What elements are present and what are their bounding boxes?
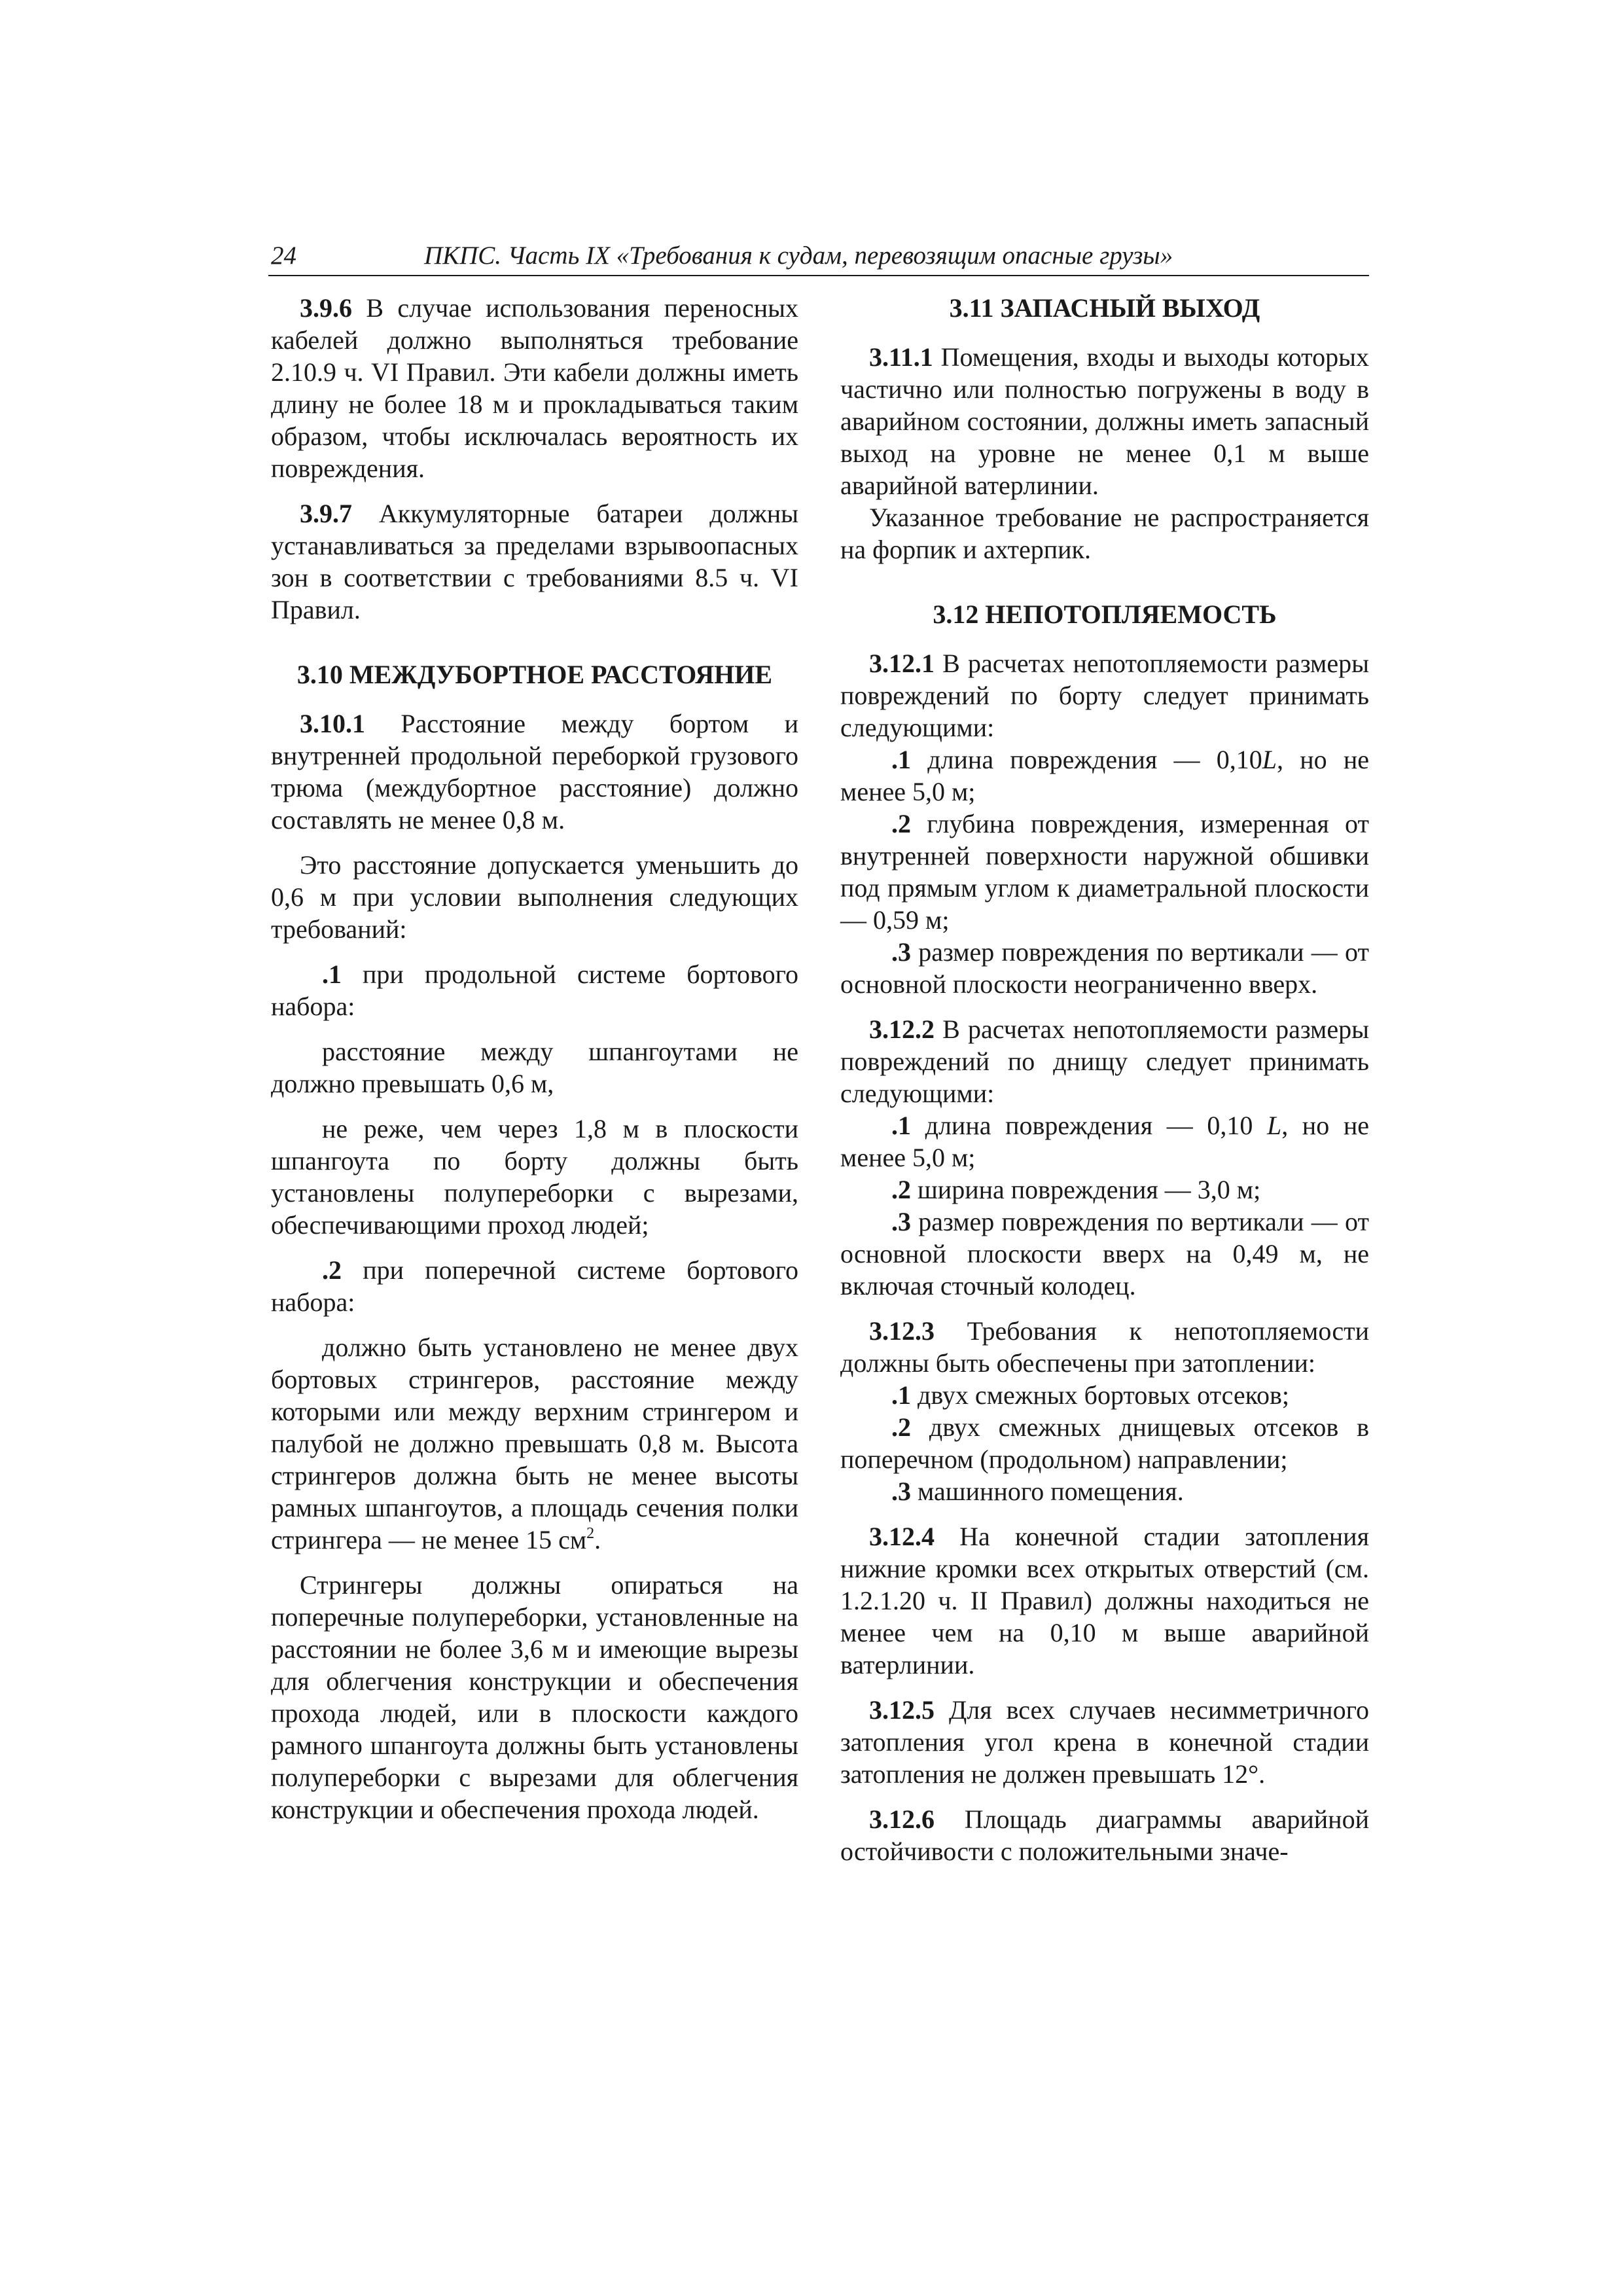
item-text: длина повреждения — 0,10 [911, 745, 1262, 774]
item-text: при продольной системе бортового набора: [271, 960, 798, 1021]
item-text-end: . [594, 1525, 601, 1554]
paragraph-text: Расстояние между бортом и внутренней продольной переборкой грузового трюма (междубортное расстояние) должно составлять не менее 0,8 м. [271, 709, 798, 834]
paragraph-3-11-1-b: Указанное требование не распространяется на форпик и ахтерпик. [840, 503, 1369, 564]
list-item-1 [271, 958, 798, 1022]
clause-number: 3.12.3 [869, 1316, 935, 1346]
paragraph-3-12-4 [840, 1520, 1369, 1681]
item-number: .3 [891, 1477, 911, 1506]
section-heading-3-12: 3.12 НЕПОТОПЛЯЕМОСТЬ [933, 600, 1277, 629]
paragraph-text: На конечной стадии затопления нижние кромки всех открытых отверстий (см. 1.2.1.20 ч. II Правил) должны находиться не менее чем на 0,10 м выше аварийной ватерлинии. [840, 1522, 1369, 1679]
item-text: глубина повреждения, измеренная от внутренней поверхности наружной обшивки под прямым углом к диаметральной плоскости — 0,59 м; [840, 809, 1369, 935]
item-text: длина повреждения — 0,10 [911, 1111, 1267, 1140]
list-item-3-12-3-2 [840, 1411, 1369, 1475]
item-number: .3 [891, 937, 911, 967]
paragraph-text: В расчетах непотопляемости размеры повреждений по днищу следует принимать следующими: [840, 1014, 1369, 1108]
list-item-1-b: не реже, чем через 1,8 м в плоскости шпангоута по борту должны быть установлены полупереборки с вырезами, обеспечивающими проход людей; [271, 1114, 798, 1240]
list-item-1-a: расстояние между шпангоутами не должно превышать 0,6 м, [271, 1037, 798, 1098]
item-text: , но не менее 5,0 м; [840, 1111, 1369, 1172]
item-text: , но не менее 5,0 м; [840, 745, 1369, 806]
clause-number: 3.12.5 [869, 1695, 935, 1725]
list-item-3-12-3-3 [840, 1475, 1369, 1507]
section-heading-3-11: 3.11 ЗАПАСНЫЙ ВЫХОД [949, 293, 1260, 323]
length-symbol: L [1262, 745, 1277, 774]
clause-number: 3.10.1 [300, 709, 365, 738]
header-rule [268, 275, 1369, 276]
paragraph-text: Помещения, входы и выходы которых частично или полностью погружены в воду в аварийном состоянии, должны иметь запасный выход на уровне не менее 0,1 м выше аварийной ватерлинии. [840, 342, 1369, 500]
paragraph-3-9-7 [271, 497, 798, 626]
list-item-3-12-3-1 [840, 1379, 1369, 1411]
left-column [271, 292, 798, 1839]
clause-number: 3.12.1 [869, 649, 935, 678]
item-number: .1 [891, 1380, 911, 1410]
clause-number: 3.12.6 [869, 1804, 935, 1834]
paragraph-text: Требования к непотопляемости должны быть обеспечены при затоплении: [840, 1316, 1369, 1378]
paragraph-3-11-1 [840, 341, 1369, 501]
paragraph-3-12-6 [840, 1803, 1369, 1867]
paragraph-stringers: Стрингеры должны опираться на поперечные полупереборки, установленные на расстоянии не более 3,6 м и имеющие вырезы для облегчения конструкции и обеспечения прохода людей, или в плоскости каждого рамного шпангоута должны быть установлены полупереборки с вырезами для облегчения конструкции и обеспечения прохода людей. [271, 1570, 798, 1824]
clause-number: 3.9.6 [300, 293, 352, 323]
item-text: должно быть установлено не менее двух бортовых стрингеров, расстояние между которыми или между верхним стрингером и палубой не должно превышать 0,8 м. Высота стрингеров должна быть не менее высоты рамных шпангоутов, а площадь сечения полки стрингера — не менее 15 см [271, 1333, 798, 1554]
list-item-3-12-1-2 [840, 808, 1369, 936]
clause-number: 3.12.4 [869, 1522, 935, 1551]
item-number: .1 [322, 960, 342, 989]
clause-number: 3.12.2 [869, 1014, 935, 1044]
paragraph-3-10-1 [271, 708, 798, 836]
paragraph-3-9-6 [271, 292, 798, 484]
section-heading-3-10: 3.10 МЕЖДУБОРТНОЕ РАССТОЯНИЕ [296, 660, 773, 689]
right-column [840, 292, 1369, 1880]
running-header [268, 237, 1369, 275]
running-title: ПКПС. Часть IX «Требования к судам, перевозящим опасные грузы» [424, 242, 1173, 270]
item-text: размер повреждения по вертикали — от основной плоскости неограниченно вверх. [840, 937, 1369, 999]
item-text: ширина повреждения — 3,0 м; [911, 1175, 1261, 1204]
length-symbol: L [1266, 1111, 1282, 1140]
list-item-3-12-2-1 [840, 1109, 1369, 1174]
list-item-3-12-1-3 [840, 936, 1369, 1000]
item-text: двух смежных днищевых отсеков в поперечном (продольном) направлении; [840, 1412, 1369, 1474]
list-item-2 [271, 1254, 798, 1318]
paragraph-3-12-1 [840, 647, 1369, 744]
item-number: .2 [891, 809, 911, 838]
paragraph-text: В расчетах непотопляемости размеры повреждений по борту следует принимать следующими: [840, 649, 1369, 742]
list-item-3-12-1-1 [840, 744, 1369, 808]
paragraph-3-12-2 [840, 1013, 1369, 1109]
clause-number: 3.9.7 [300, 499, 352, 528]
page-number: 24 [271, 242, 296, 270]
paragraph-reduce: Это расстояние допускается уменьшить до 0,6 м при условии выполнения следующих требований: [271, 850, 798, 944]
paragraph-3-12-3 [840, 1315, 1369, 1379]
item-text: двух смежных бортовых отсеков; [911, 1380, 1289, 1410]
item-number: .2 [891, 1175, 911, 1204]
paragraph-text: Для всех случаев несимметричного затопления угол крена в конечной стадии затопления не должен превышать 12°. [840, 1695, 1369, 1789]
item-text: машинного помещения. [911, 1477, 1184, 1506]
list-item-2-a [271, 1331, 798, 1556]
item-text: размер повреждения по вертикали — от основной плоскости вверх на 0,49 м, не включая сточный колодец. [840, 1207, 1369, 1300]
paragraph-3-12-5 [840, 1694, 1369, 1790]
paragraph-text: Аккумуляторные батареи должны устанавливаться за пределами взрывоопасных зон в соответствии с требованиями 8.5 ч. VI Правил. [271, 499, 798, 624]
clause-number: 3.11.1 [869, 342, 933, 372]
superscript: 2 [586, 1525, 595, 1542]
item-number: .2 [322, 1255, 342, 1285]
paragraph-text: Площадь диаграммы аварийной остойчивости с положительными значе- [840, 1804, 1369, 1866]
item-number: .2 [891, 1412, 911, 1442]
list-item-3-12-2-3 [840, 1206, 1369, 1302]
paragraph-text: В случае использования переносных кабелей должно выполняться требование 2.10.9 ч. VI Правил. Эти кабели должны иметь длину не более 18 м и прокладываться таким образом, чтобы исключалась вероятность их повреждения. [271, 293, 798, 483]
list-item-3-12-2-2 [840, 1174, 1369, 1206]
item-number: .1 [891, 1111, 911, 1140]
item-number: .1 [891, 745, 911, 774]
item-text: при поперечной системе бортового набора: [271, 1255, 798, 1317]
item-number: .3 [891, 1207, 911, 1236]
